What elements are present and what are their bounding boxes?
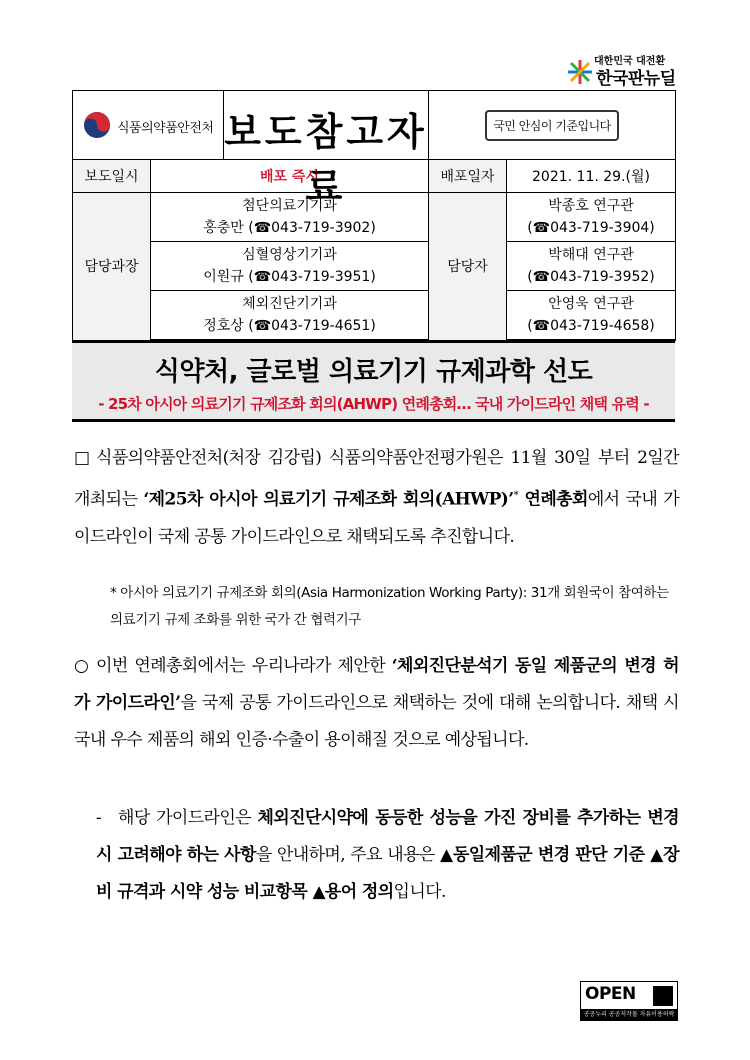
square-bullet: □ xyxy=(74,448,90,468)
dept-head-phone: 정호상 (☎043-719-4651) xyxy=(203,318,376,334)
distribution-label: 배포일자 xyxy=(429,160,507,193)
dash-bullet: - xyxy=(96,808,102,828)
annual-meeting: 연례총회 xyxy=(517,489,588,510)
dept-name: 체외진단기기과 xyxy=(242,296,337,312)
staff-contact xyxy=(507,242,676,291)
headline-subtitle: - 25차 아시아 의료기기 규제조화 회의(AHWP) 연례총회… 국내 가이드라인 채택 유력 - xyxy=(98,395,649,413)
document-type-title: 보도참고자료 xyxy=(224,109,428,209)
p3-text-mid: 을 안내하며, 주요 내용은 xyxy=(255,845,440,865)
staff-phone: (☎043-719-3904) xyxy=(527,220,655,236)
staff-contact xyxy=(507,193,676,242)
dept-contact xyxy=(151,291,429,341)
staff-phone: (☎043-719-4658) xyxy=(527,318,655,334)
paragraph-dash xyxy=(96,800,679,911)
dept-head-phone: 이원규 (☎043-719-3951) xyxy=(203,269,376,285)
press-header-table xyxy=(72,90,676,341)
slogan-cell xyxy=(429,91,676,160)
brand-tagline: 대한민국 대전환 xyxy=(594,56,666,67)
staff-name: 안영욱 연구관 xyxy=(548,296,634,312)
p2-text-end: 을 국제 공통 가이드라인으로 채택하는 것에 대해 논의합니다. 채택 시 국내 우수 제품의 해외 인증·수출이 용이해질 것으로 예상됩니다. xyxy=(74,693,679,750)
headline-box xyxy=(72,340,675,422)
ministry-name: 식품의약품안전처 xyxy=(117,121,214,136)
dept-head-label: 담당과장 xyxy=(73,193,151,341)
guideline-contents: ▲동일제품군 변경 판단 기준 ▲장비 규격과 시약 성능 비교항목 ▲용어 정의 xyxy=(96,845,679,902)
headline-title: 식약처, 글로벌 의료기기 규제과학 선도 xyxy=(154,357,593,387)
brand-name: 한국판뉴딜 xyxy=(596,69,676,89)
open-word: OPEN xyxy=(585,984,636,1004)
footnote-star: * xyxy=(513,490,518,501)
dept-contact xyxy=(151,242,429,291)
conference-name: ‘제25차 아시아 의료기기 규제조화 회의(AHWP)’ xyxy=(143,489,514,510)
open-license-caption: 공공누리 공공저작물 자유이용허락 xyxy=(581,1009,677,1020)
new-deal-star-icon xyxy=(566,58,594,86)
guideline-title: ‘체외진단분석기 동일 제품군의 변경 허가 가이드라인’ xyxy=(74,656,679,713)
government-emblem-icon xyxy=(83,111,111,139)
guideline-scope: 체외진단시약에 동등한 성능을 가진 장비를 추가하는 변경 시 고려해야 하는 사항 xyxy=(96,808,680,865)
paragraph-main xyxy=(74,440,679,556)
staff-name: 박종호 연구관 xyxy=(548,198,634,214)
staff-name: 박해대 연구관 xyxy=(548,247,634,263)
staff-phone: (☎043-719-3952) xyxy=(527,269,655,285)
release-value: 배포 즉시 xyxy=(151,160,429,193)
staff-contact xyxy=(507,291,676,341)
circle-bullet: ○ xyxy=(74,656,89,676)
dept-name: 첨단의료기기과 xyxy=(242,198,337,214)
dept-name: 심혈영상기기과 xyxy=(242,247,337,263)
distribution-date: 2021. 11. 29.(월) xyxy=(507,160,676,193)
p1-text-end: 에서 국내 가이드라인이 국제 공통 가이드라인으로 채택되도록 추진합니다. xyxy=(74,489,680,547)
p3-text-end: 입니다. xyxy=(393,882,446,902)
footnote: * 아시아 의료기기 규제조화 회의(Asia Harmonization Working Party): 31개 회원국이 참여하는 의료기기 규제 조화를 위한 국가 간 협력기구 xyxy=(110,585,669,628)
open-license-logo xyxy=(580,981,678,1021)
release-label: 보도일시 xyxy=(73,160,151,193)
p2-text: 이번 연례총회에서는 우리나라가 제안한 xyxy=(96,656,392,676)
open-license-icon xyxy=(653,986,673,1006)
p3-text: 해당 가이드라인은 xyxy=(118,808,258,828)
p1-text: 식품의약품안전처(처장 김강립) 식품의약품안전평가원은 11월 30일 부터 2일간 개최되는 xyxy=(74,448,679,510)
dept-head-phone: 홍충만 (☎043-719-3902) xyxy=(203,220,376,236)
korean-new-deal-logo xyxy=(566,52,684,92)
staff-label: 담당자 xyxy=(429,193,507,341)
ministry-slogan: 국민 안심이 기준입니다 xyxy=(485,110,619,141)
paragraph-circle xyxy=(74,648,679,759)
